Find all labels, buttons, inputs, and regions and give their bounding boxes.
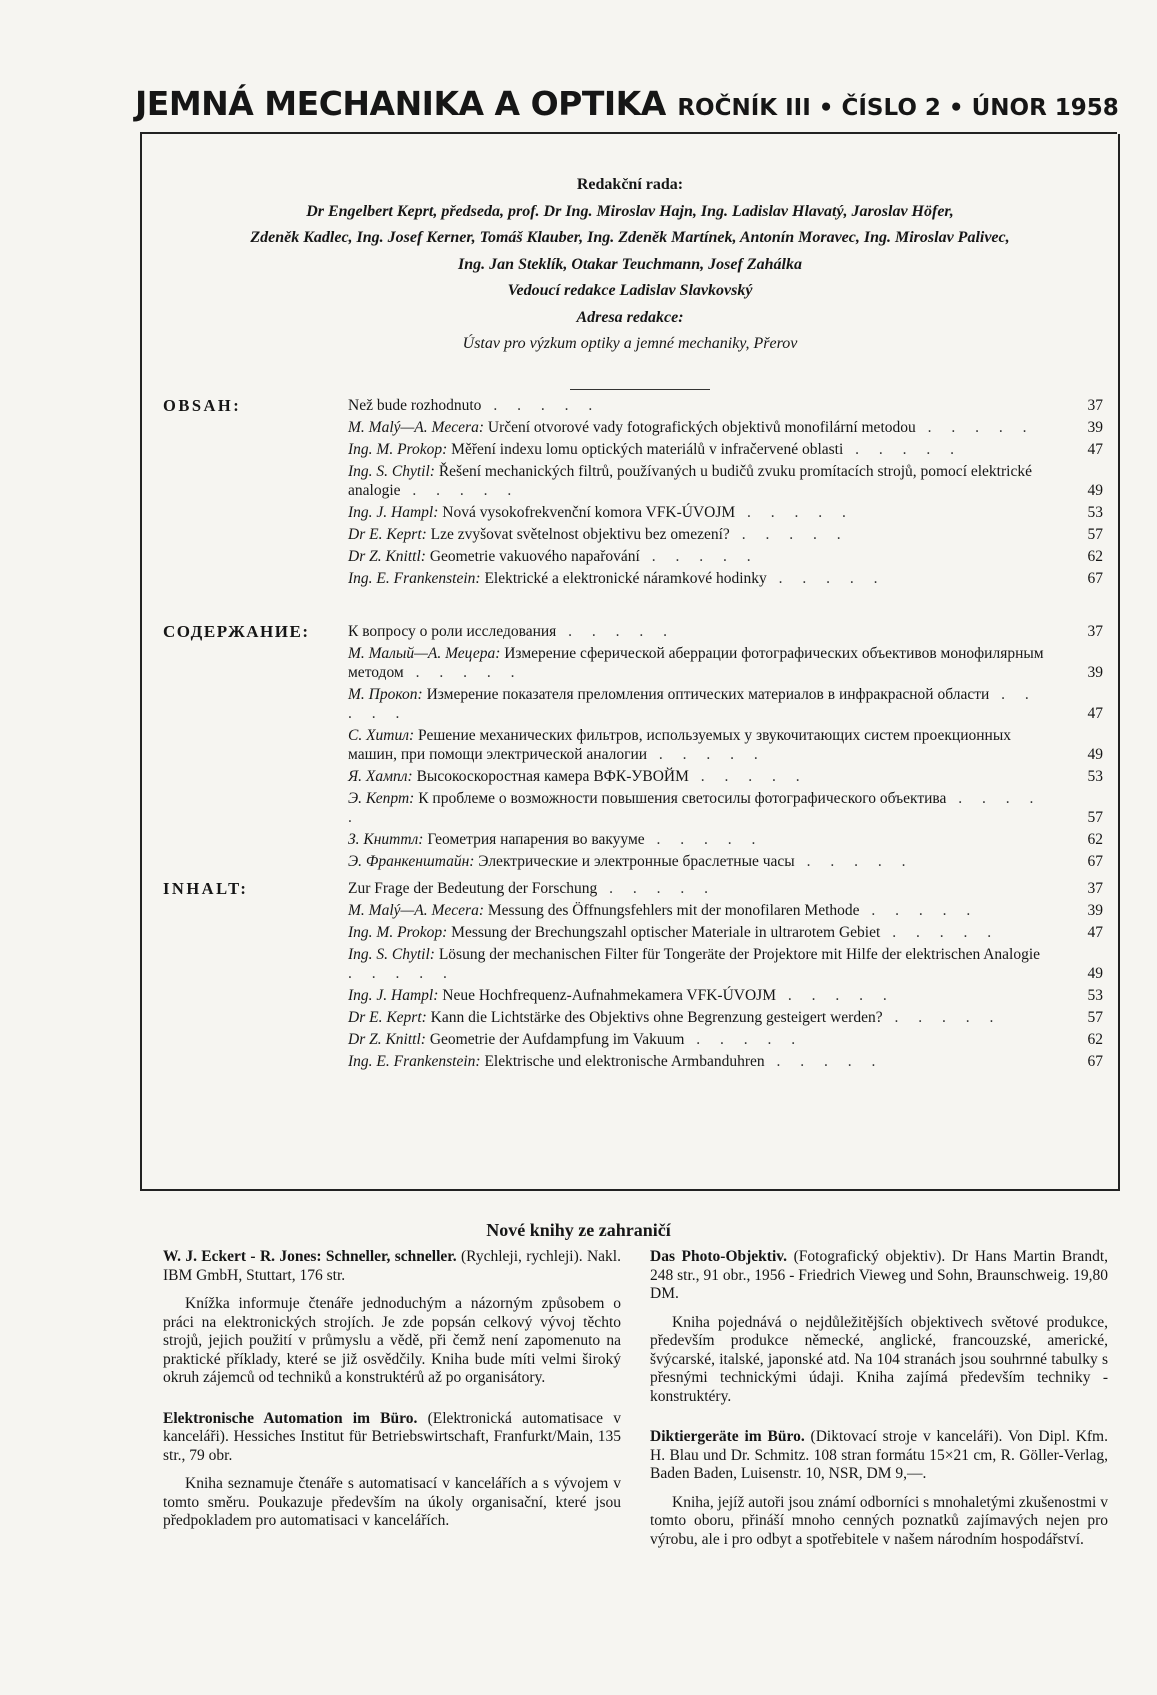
leader-dots: . . . . . <box>764 1053 884 1070</box>
toc-entry-text <box>348 1008 1103 1027</box>
book-review <box>163 1295 621 1388</box>
toc-entry-text <box>348 901 1103 920</box>
toc-entry-text <box>348 622 1103 641</box>
toc-page-number: 57 <box>1087 526 1103 543</box>
toc-author: Dr E. Keprt: <box>348 526 427 543</box>
toc-entry-text <box>348 547 1103 566</box>
toc-entry <box>348 440 1103 459</box>
leader-dots: . . . . . <box>348 686 1037 722</box>
leader-dots: . . . . . <box>647 746 766 763</box>
toc-title: Elektrické a elektronické náramkové hodinky <box>484 570 767 587</box>
toc-author: Ing. E. Frankenstein: <box>348 1053 481 1070</box>
toc-title: Měření indexu lomu optických materiálů v infračervené oblasti <box>451 441 844 458</box>
toc-entry <box>348 901 1103 920</box>
toc-entry <box>348 945 1103 983</box>
toc-author: M. Malý—A. Mecera: <box>348 902 485 919</box>
toc-page-number: 37 <box>1087 397 1103 414</box>
toc-entry <box>348 986 1103 1005</box>
journal-title: JEMNÁ MECHANIKA A OPTIKA <box>135 84 666 123</box>
editorial-board <box>142 172 1118 358</box>
book-review <box>650 1494 1108 1550</box>
toc-author: Dr Z. Knittl: <box>348 548 426 565</box>
leader-dots: . . . . . <box>843 441 963 458</box>
new-books-heading: Nové knihy ze zahraničí <box>486 1220 671 1240</box>
toc-author: M. Malý—A. Mecera: <box>348 419 485 436</box>
toc-entry <box>348 767 1103 786</box>
leader-dots: . . . . . <box>597 880 716 897</box>
toc-entry-text <box>348 525 1103 544</box>
leader-dots: . . . . . <box>644 831 764 848</box>
toc-entry-text <box>348 1052 1103 1071</box>
toc-page-number: 39 <box>1087 664 1103 681</box>
toc-entry-text <box>348 726 1103 764</box>
toc-author: Ing. J. Hampl: <box>348 987 439 1004</box>
masthead <box>135 84 1120 123</box>
toc-page-number: 62 <box>1087 1031 1103 1048</box>
toc-title: Zur Frage der Bedeutung der Forschung <box>348 880 598 897</box>
toc-page-number: 39 <box>1087 902 1103 919</box>
toc-title: Lösung der mechanischen Filter für Tongeräte der Projektore mit Hilfe der elektrischen Analogie <box>438 946 1041 963</box>
toc-page-number: 49 <box>1087 965 1103 982</box>
leader-dots: . . . . . <box>729 526 849 543</box>
toc-title: Messung der Brechungszahl optischer Materiale in ultrarotem Gebiet <box>451 924 881 941</box>
toc-title: Elektrische und elektronische Armbanduhren <box>484 1053 765 1070</box>
leader-dots: . . . . . <box>688 768 808 785</box>
obsah-list <box>348 396 1103 591</box>
toc-title: Nová vysokofrekvenční komora VFK-ÚVOJM <box>442 504 736 521</box>
toc-entry <box>348 462 1103 500</box>
leader-dots: . . . . . <box>915 419 1035 436</box>
toc-page-number: 47 <box>1087 705 1103 722</box>
leader-dots: . . . . . <box>639 548 759 565</box>
toc-author: Ing. M. Prokop: <box>348 441 448 458</box>
obsah-label: OBSAH: <box>163 396 242 415</box>
book-text: Kniha seznamuje čtenáře s automatisací v kancelářích a s vývojem v tomto směru. Poukazuje především na úkoly organisační, které jsou předpokladem pro automatisaci v kancelářích. <box>163 1475 621 1529</box>
book-text: (Diktovací stroje v kanceláři). Von Dipl. Kfm. H. Blau und Dr. Schmitz. 108 stran formátu 15×21 cm, R. Göller-Verlag, Baden Baden, Luisenstr. 10, NSR, DM 9,—. <box>650 1428 1108 1482</box>
toc-entry <box>348 852 1103 871</box>
books-column-left <box>163 1248 621 1541</box>
soderzhanie-list <box>348 622 1103 874</box>
book-title: Elektronische Automation im Büro. <box>163 1409 418 1427</box>
leader-dots: . . . . . <box>766 570 886 587</box>
toc-entry <box>348 1030 1103 1049</box>
toc-entry <box>348 923 1103 942</box>
toc-title: Электрические и электронные браслетные часы <box>478 853 795 870</box>
book-title: Diktiergeräte im Büro. <box>650 1428 805 1445</box>
leader-dots: . . . . . <box>403 664 523 681</box>
toc-author: М. Малый—А. Мецера: <box>348 645 501 662</box>
leader-dots: . . . . . <box>400 482 520 499</box>
toc-title: Высокоскоростная камера ВФК-УВОЙМ <box>416 768 689 785</box>
leader-dots: . . . . . <box>880 924 1000 941</box>
toc-entry-text <box>348 569 1103 588</box>
toc-entry <box>348 789 1103 827</box>
toc-entry <box>348 525 1103 544</box>
toc-page-number: 53 <box>1087 504 1103 521</box>
toc-author: Ing. S. Chytil: <box>348 463 435 480</box>
toc-author: Я. Хампл: <box>348 768 413 785</box>
toc-page-number: 67 <box>1087 1053 1103 1070</box>
toc-page-number: 47 <box>1087 924 1103 941</box>
soderzhanie-label: СОДЕРЖАНИЕ: <box>163 622 310 641</box>
toc-author: С. Хитил: <box>348 727 415 744</box>
toc-author: М. Прокоп: <box>348 686 423 703</box>
toc-entry-text <box>348 945 1103 983</box>
toc-title: Измерение сферической аберрации фотографических объективов монофилярным методом <box>348 645 1044 681</box>
toc-author: Ing. E. Frankenstein: <box>348 570 481 587</box>
toc-entry-text <box>348 789 1103 827</box>
inhalt-list <box>348 879 1103 1074</box>
board-members-line-1: Dr Engelbert Keprt, předseda, prof. Dr Ing. Miroslav Hajn, Ing. Ladislav Hlavatý, Jaroslav Höfer, <box>306 202 954 220</box>
toc-title: Геометрия напарения во вакууме <box>427 831 645 848</box>
toc-page-number: 67 <box>1087 853 1103 870</box>
toc-author: Dr E. Keprt: <box>348 1009 427 1026</box>
leader-dots: . . . . . <box>776 987 895 1004</box>
issue-info: ROČNÍK III • ČÍSLO 2 • ÚNOR 1958 <box>677 95 1119 121</box>
toc-title: К вопросу о роли исследования <box>348 623 557 640</box>
leader-dots: . . . . . <box>348 965 455 982</box>
toc-page-number: 57 <box>1087 1009 1103 1026</box>
toc-page-number: 62 <box>1087 831 1103 848</box>
toc-title: Решение механических фильтров, используемых у звукочитающих систем проекционных машин, при помощи электрической аналогии <box>348 727 1011 763</box>
board-divider <box>570 389 710 390</box>
toc-title: Kann die Lichtstärke des Objektivs ohne Begrenzung gesteigert werden? <box>430 1009 883 1026</box>
toc-title: Geometrie der Aufdampfung im Vakuum <box>429 1031 685 1048</box>
leader-dots: . . . . . <box>882 1009 1002 1026</box>
books-column-right <box>650 1248 1108 1559</box>
address-label: Adresa redakce: <box>576 308 684 326</box>
leader-dots: . . . . . <box>481 397 601 414</box>
book-text: (Fotografický objektiv). Dr Hans Martin Brandt, 248 str., 91 obr., 1956 - Friedrich Vieweg und Sohn, Braunschweig. 19,80 DM. <box>650 1248 1108 1302</box>
toc-entry <box>348 503 1103 522</box>
toc-title: К проблеме о возможности повышения светосилы фотографического объектива <box>418 790 947 807</box>
toc-entry-text <box>348 503 1103 522</box>
book-text: (Rychleji, rychleji). Nakl. IBM GmbH, Stuttart, 176 str. <box>163 1248 621 1284</box>
toc-entry-text <box>348 879 1103 898</box>
toc-title: Измерение показателя преломления оптических материалов в инфракрасной области <box>426 686 990 703</box>
toc-title: Lze zvyšovat světelnost objektivu bez omezení? <box>430 526 730 543</box>
toc-entry-text <box>348 440 1103 459</box>
inhalt-label: INHALT: <box>163 879 249 898</box>
toc-page-number: 37 <box>1087 623 1103 640</box>
book-citation <box>163 1410 621 1466</box>
leader-dots: . . . . . <box>348 790 1042 826</box>
book-review <box>163 1475 621 1531</box>
toc-author: Ing. M. Prokop: <box>348 924 448 941</box>
toc-page-number: 37 <box>1087 880 1103 897</box>
book-review <box>650 1314 1108 1407</box>
toc-author: Э. Франкенштайн: <box>348 853 475 870</box>
book-text: Kniha, jejíž autoři jsou známí odborníci s mnohaletými zkušenostmi v tomto oboru, přináší mnoho cenných poznatků zajímavých nejen pro výrobu, ale i pro odbyt a spotřebitele v našem národním hospodářství. <box>650 1493 1108 1548</box>
toc-entry-text <box>348 923 1103 942</box>
toc-entry-text <box>348 852 1103 871</box>
toc-author: Dr Z. Knittl: <box>348 1031 426 1048</box>
board-heading: Redakční rada: <box>576 176 684 193</box>
toc-page-number: 47 <box>1087 441 1103 458</box>
toc-title: Messung des Öffnungsfehlers mit der monofilaren Methode <box>487 902 860 919</box>
toc-entry <box>348 547 1103 566</box>
toc-entry <box>348 396 1103 415</box>
toc-entry-text <box>348 986 1103 1005</box>
book-title: Das Photo-Objektiv. <box>650 1248 788 1265</box>
toc-entry-text <box>348 830 1103 849</box>
leader-dots: . . . . . <box>794 853 914 870</box>
toc-entry <box>348 644 1103 682</box>
leader-dots: . . . . . <box>859 902 979 919</box>
toc-entry <box>348 830 1103 849</box>
board-members-line-2: Zdeněk Kadlec, Ing. Josef Kerner, Tomáš Klauber, Ing. Zdeněk Martínek, Antonín Moravec, Ing. Miroslav Palivec, <box>250 229 1010 246</box>
toc-entry <box>348 418 1103 437</box>
toc-page-number: 53 <box>1087 987 1103 1004</box>
toc-title: Řešení mechanických filtrů, používaných u budičů zvuku promítacích strojů, pomocí elektrické analogie <box>348 463 1032 499</box>
toc-entry-text <box>348 685 1103 723</box>
toc-title: Než bude rozhodnuto <box>348 397 482 414</box>
toc-entry-text <box>348 644 1103 682</box>
book-text: Kniha pojednává o nejdůležitějších objektivech světové produkce, především produkce německé, anglické, francouzské, americké, švýcarské, italské, japonské atd. Na 104 stranách jsou souhrnné tabulky s přesnými technickými údaji. Kniha zajímá především techniky - konstruktéry. <box>650 1313 1108 1405</box>
toc-page-number: 53 <box>1087 768 1103 785</box>
toc-page-number: 49 <box>1087 482 1103 499</box>
book-title: W. J. Eckert - R. Jones: Schneller, schneller. <box>163 1248 457 1265</box>
toc-entry <box>348 879 1103 898</box>
toc-author: Ing. S. Chytil: <box>348 946 435 963</box>
book-citation <box>650 1428 1108 1484</box>
toc-entry-text <box>348 767 1103 786</box>
toc-author: З. Книттл: <box>348 831 424 848</box>
toc-entry-text <box>348 418 1103 437</box>
toc-title: Neue Hochfrequenz-Aufnahmekamera VFK-ÚVOJM <box>442 987 776 1004</box>
toc-page-number: 57 <box>1087 809 1103 826</box>
toc-author: Ing. J. Hampl: <box>348 504 439 521</box>
editorial-address: Ústav pro výzkum optiky a jemné mechaniky, Přerov <box>462 335 798 352</box>
leader-dots: . . . . . <box>556 623 676 640</box>
toc-entry <box>348 1008 1103 1027</box>
book-citation <box>650 1248 1108 1304</box>
toc-entry <box>348 726 1103 764</box>
toc-page-number: 39 <box>1087 419 1103 436</box>
toc-page-number: 67 <box>1087 570 1103 587</box>
board-members-line-3: Ing. Jan Steklík, Otakar Teuchmann, Josef Zahálka <box>458 255 802 273</box>
leader-dots: . . . . . <box>735 504 854 521</box>
contents-box <box>140 134 1120 1191</box>
toc-entry <box>348 569 1103 588</box>
toc-title: Geometrie vakuového napařování <box>429 548 640 565</box>
book-text: Knížka informuje čtenáře jednoduchým a názorným způsobem o práci na elektronických strojích. Je zde popsán celkový vývoj těchto strojů, jejich použití v průmyslu a vědě, při čemž není zapomenuto na praktické příklady, které se již osvědčily. Kniha bude míti velmi široký okruh zájemců od techniků a konstruktérů až po organisátory. <box>163 1295 621 1386</box>
toc-title: Určení otvorové vady fotografických objektivů monofilární metodou <box>487 419 916 436</box>
managing-editor: Vedoucí redakce Ladislav Slavkovský <box>507 282 753 299</box>
toc-entry <box>348 622 1103 641</box>
toc-page-number: 62 <box>1087 548 1103 565</box>
leader-dots: . . . . . <box>684 1031 804 1048</box>
toc-page-number: 49 <box>1087 746 1103 763</box>
toc-entry <box>348 685 1103 723</box>
book-citation <box>163 1248 621 1285</box>
toc-author: Э. Кепрт: <box>348 790 415 807</box>
toc-entry-text <box>348 462 1103 500</box>
toc-entry-text <box>348 1030 1103 1049</box>
toc-entry <box>348 1052 1103 1071</box>
book-text: (Elektronická automatisace v kanceláři). Hessiches Institut für Betriebswirtschaft, Franfurkt/Main, 135 str., 79 obr. <box>163 1409 621 1464</box>
toc-entry-text <box>348 396 1103 415</box>
